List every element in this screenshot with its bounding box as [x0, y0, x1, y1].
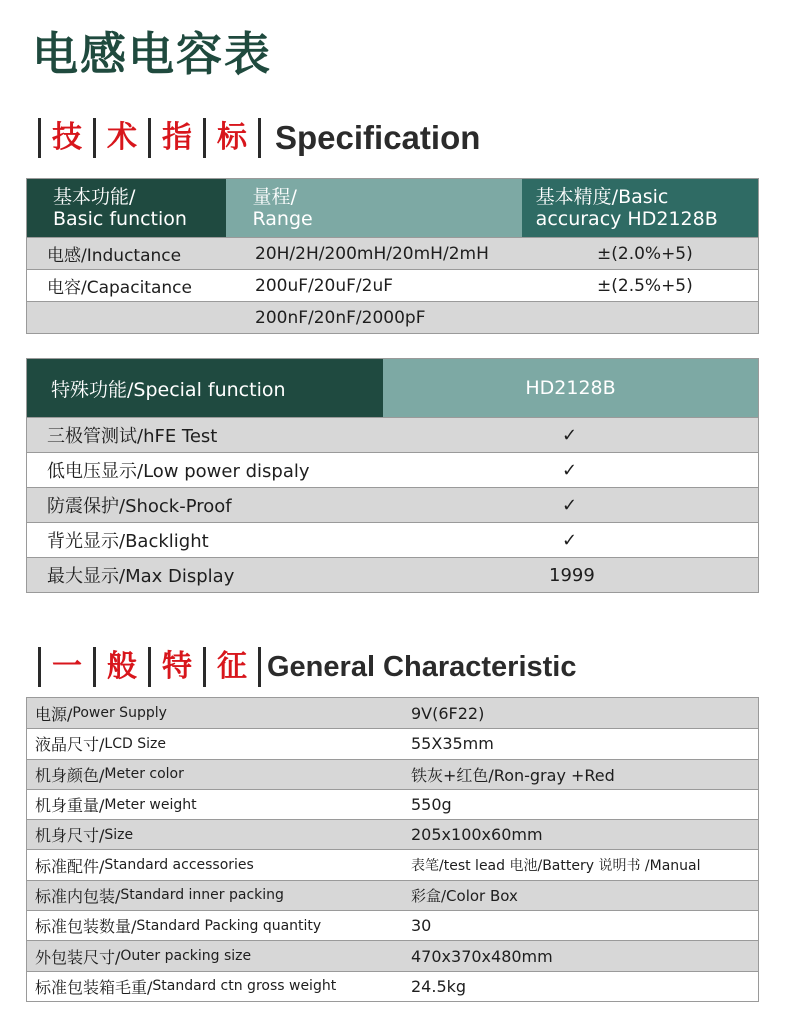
table-row — [27, 487, 758, 522]
characteristic-value: 205x100x60mm — [411, 825, 543, 845]
special-function-table — [26, 358, 759, 593]
heading-english: General Characteristic — [267, 650, 577, 683]
heading-char: 征 — [217, 649, 247, 684]
table-row — [27, 522, 758, 557]
characteristic-value: 9V(6F22) — [411, 703, 485, 723]
range-cell: 200uF/20uF/2uF — [255, 275, 394, 296]
characteristic-label: 液晶尺寸/ LCD Size — [35, 735, 166, 755]
characteristic-value: 55X35mm — [411, 734, 494, 754]
characteristic-value: 24.5kg — [411, 976, 467, 996]
specification-table — [26, 178, 759, 334]
header-basic-function: 基本功能/ Basic function — [27, 179, 226, 237]
table-row — [27, 728, 758, 758]
table-row — [27, 910, 758, 940]
heading-char: 一 — [52, 649, 82, 684]
function-cell: 电容/Capacitance — [47, 278, 192, 298]
specification-heading — [38, 118, 480, 158]
table-row — [27, 237, 758, 269]
characteristic-value: 彩盒/Color Box — [411, 886, 518, 905]
heading-divider — [258, 118, 261, 158]
characteristic-label: 机身尺寸/ Size — [35, 826, 134, 846]
table-row — [27, 880, 758, 910]
table-row — [27, 819, 758, 849]
heading-char: 般 — [107, 649, 137, 684]
characteristic-value: 铁灰+红色/Ron-gray +Red — [411, 765, 615, 785]
table-row — [27, 269, 758, 301]
feature-value: ✓ — [562, 424, 578, 446]
accuracy-cell: ±(2.0%+5) — [597, 243, 693, 264]
heading-char: 技 — [52, 120, 82, 155]
heading-english: Specification — [275, 119, 481, 156]
header-model: HD2128B — [383, 359, 758, 417]
page-title: 电感电容表 — [32, 27, 272, 81]
feature-label: 防震保护/Shock-Proof — [47, 496, 232, 517]
header-special-function: 特殊功能/Special function — [27, 359, 383, 417]
feature-value: 1999 — [549, 564, 595, 586]
characteristic-label: 标准配件/ Standard accessories — [35, 856, 254, 876]
header-range: 量程/ Range — [226, 179, 521, 237]
feature-label: 背光显示/Backlight — [47, 531, 209, 552]
heading-char: 标 — [217, 120, 247, 155]
table-row — [27, 940, 758, 970]
table-row — [27, 789, 758, 819]
feature-value: ✓ — [562, 494, 578, 516]
characteristic-label: 机身重量/ Meter weight — [35, 796, 197, 816]
characteristic-label: 机身颜色/ Meter color — [35, 765, 184, 785]
general-characteristic-table — [26, 697, 759, 1002]
characteristic-label: 标准包装数量/ Standard Packing quantity — [35, 917, 322, 937]
table-row — [27, 301, 758, 333]
table-row — [27, 417, 758, 452]
table-row — [27, 759, 758, 789]
feature-label: 低电压显示/Low power dispaly — [47, 461, 310, 482]
table-row — [27, 971, 758, 1001]
characteristic-label: 标准内包装/ Standard inner packing — [35, 886, 284, 906]
range-cell: 20H/2H/200mH/20mH/2mH — [255, 243, 489, 264]
range-cell: 200nF/20nF/2000pF — [255, 307, 426, 328]
heading-char: 术 — [107, 120, 137, 155]
table-row — [27, 698, 758, 728]
characteristic-label: 标准包装箱毛重/ Standard ctn gross weight — [35, 977, 337, 997]
heading-char: 指 — [162, 120, 192, 155]
table-row — [27, 452, 758, 487]
table-row — [27, 849, 758, 879]
heading-divider — [258, 647, 261, 687]
function-cell: 电感/Inductance — [47, 246, 182, 266]
feature-label: 三极管测试/hFE Test — [47, 426, 218, 447]
characteristic-value: 表笔/test lead 电池/Battery 说明书 /Manual — [411, 858, 701, 875]
general-characteristic-heading — [38, 647, 576, 687]
characteristic-label: 外包装尺寸/ Outer packing size — [35, 947, 252, 967]
characteristic-value: 30 — [411, 916, 432, 936]
feature-label: 最大显示/Max Display — [47, 566, 235, 587]
accuracy-cell: ±(2.5%+5) — [597, 275, 693, 296]
header-accuracy: 基本精度/Basic accuracy HD2128B — [522, 179, 758, 237]
characteristic-value: 470x370x480mm — [411, 946, 553, 966]
table-row — [27, 557, 758, 592]
feature-value: ✓ — [562, 529, 578, 551]
feature-value: ✓ — [562, 459, 578, 481]
heading-char: 特 — [162, 649, 192, 684]
characteristic-label: 电源/ Power Supply — [35, 704, 167, 724]
special-function-header — [27, 359, 758, 417]
characteristic-value: 550g — [411, 795, 452, 815]
specification-table-header — [27, 179, 758, 237]
